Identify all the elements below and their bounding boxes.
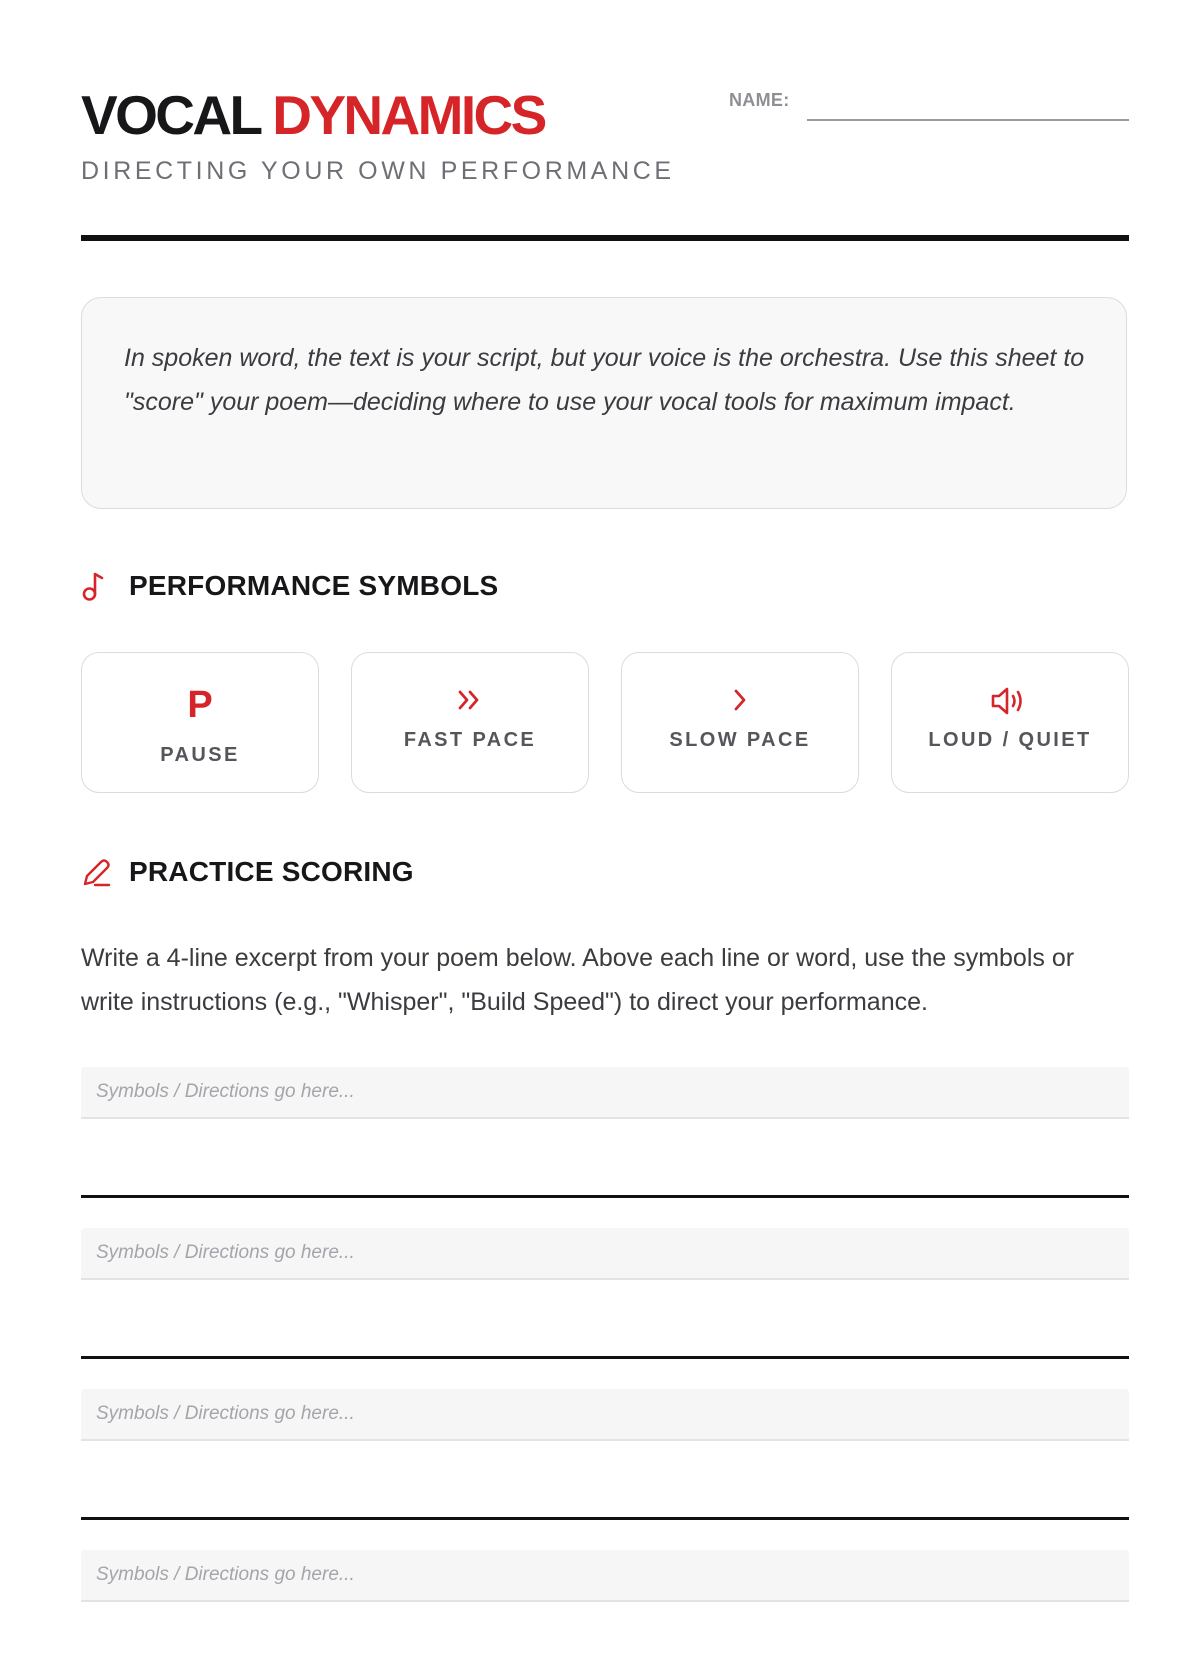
symbol-card-label: PAUSE (160, 744, 240, 766)
scoring-row (81, 1067, 1129, 1197)
music-note-icon (81, 569, 111, 603)
page-subtitle: DIRECTING YOUR OWN PERFORMANCE (81, 157, 675, 185)
title-dynamics: DYNAMICS (272, 84, 545, 146)
directions-placeholder: Symbols / Directions go here... (96, 1242, 355, 1263)
directions-field[interactable] (81, 1228, 1129, 1280)
directions-placeholder: Symbols / Directions go here... (96, 1564, 355, 1585)
performance-symbols-label: PERFORMANCE SYMBOLS (129, 570, 499, 601)
title-vocal: VOCAL (81, 84, 260, 146)
pencil-icon (81, 855, 111, 889)
poem-line[interactable] (81, 1195, 1129, 1198)
poem-line[interactable] (81, 1517, 1129, 1520)
symbol-card-loud-quiet (891, 652, 1129, 793)
header (81, 84, 1129, 244)
symbol-card-slow-pace (621, 652, 859, 793)
directions-placeholder: Symbols / Directions go here... (96, 1403, 355, 1424)
symbol-cards (81, 652, 1129, 795)
header-divider (81, 235, 1129, 241)
symbol-card-label: LOUD / QUIET (928, 729, 1092, 751)
name-field[interactable] (807, 119, 1129, 121)
poem-line[interactable] (81, 1356, 1129, 1359)
name-label: NAME: (729, 90, 790, 110)
page-title (81, 84, 545, 146)
practice-scoring-heading (81, 852, 414, 892)
symbol-card-label: SLOW PACE (669, 729, 811, 751)
directions-placeholder: Symbols / Directions go here... (96, 1081, 355, 1102)
chevron-right-icon (622, 685, 858, 719)
intro-text: In spoken word, the text is your script, but your voice is the orchestra. Use this sheet to "score" your poem—deciding where to use your vocal tools for maximum impact. (124, 344, 1085, 416)
scoring-row (81, 1228, 1129, 1358)
symbol-card-pause (81, 652, 319, 793)
practice-scoring-label: PRACTICE SCORING (129, 856, 414, 887)
scoring-row (81, 1550, 1129, 1680)
symbol-card-label: FAST PACE (403, 729, 537, 751)
performance-symbols-heading (81, 566, 498, 606)
directions-field[interactable] (81, 1067, 1129, 1119)
symbol-card-fast-pace (351, 652, 589, 793)
speaker-volume-icon (892, 685, 1128, 719)
double-chevron-right-icon (352, 685, 588, 719)
practice-instructions: Write a 4-line excerpt from your poem below. Above each line or word, use the symbols or write instructions (e.g., "Whisper", "Build Speed") to direct your performance. (81, 944, 1075, 1016)
scoring-row (81, 1389, 1129, 1519)
directions-field[interactable] (81, 1550, 1129, 1602)
directions-field[interactable] (81, 1389, 1129, 1441)
pause-letter-icon: P (187, 684, 213, 726)
intro-box (81, 297, 1127, 509)
